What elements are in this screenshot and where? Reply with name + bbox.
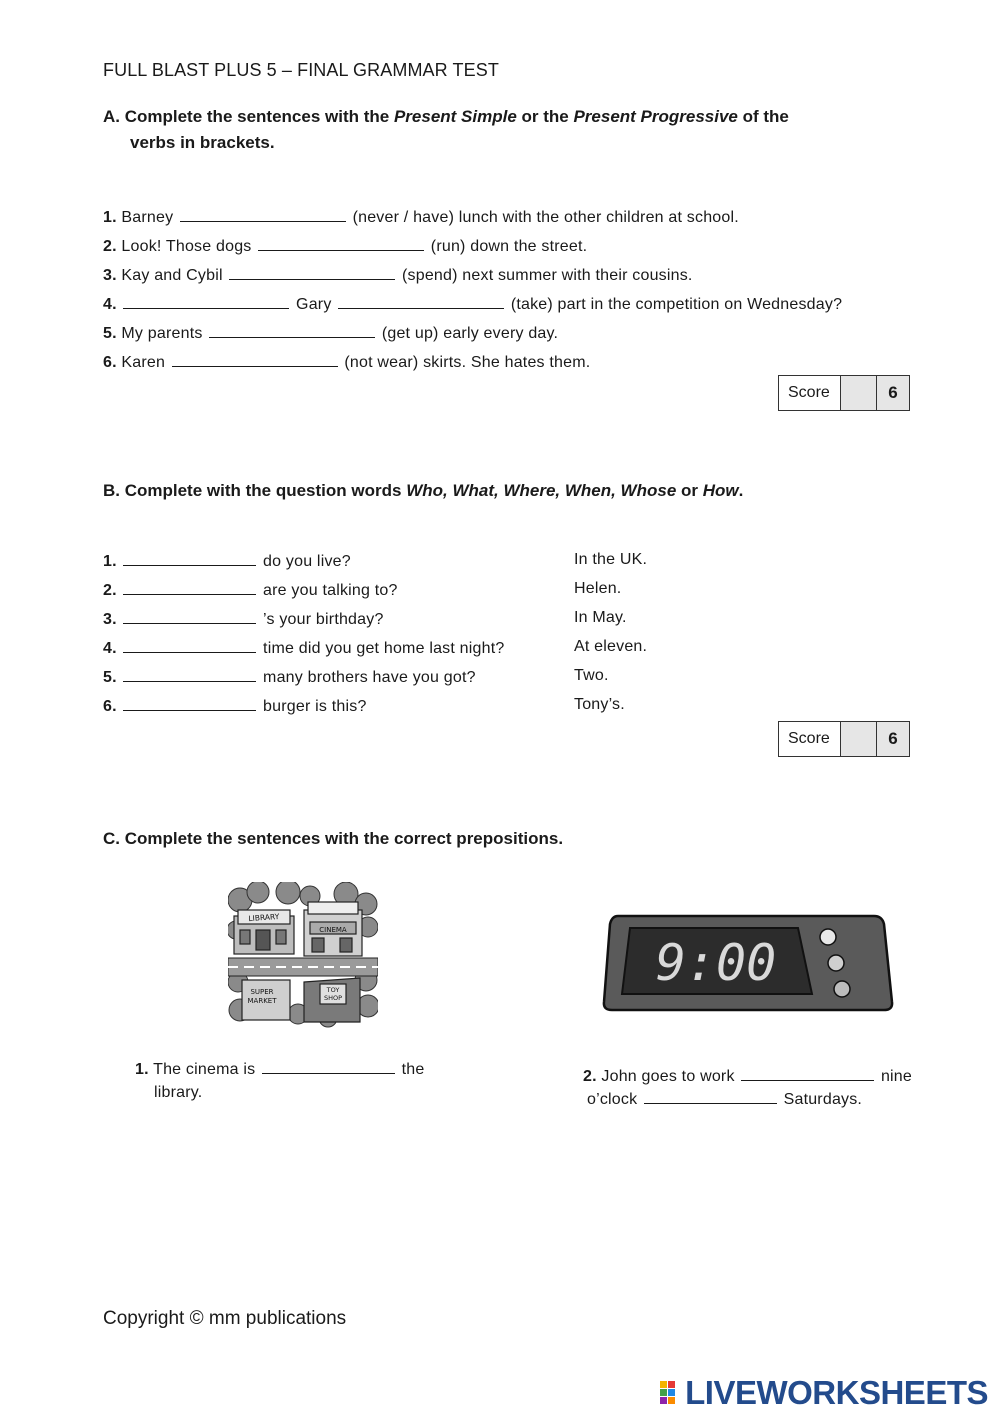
score-box-b — [778, 721, 910, 757]
exercise-a-item-1: 1. Barney (never / have) lunch with the other children at school. — [103, 209, 739, 226]
section-b-title: B. Complete with the question words Who, What, Where, When, Whose or How. — [103, 481, 744, 500]
score-label: Score — [779, 722, 841, 756]
answer-b3: In May. — [574, 609, 627, 626]
answer-blank-b3[interactable] — [123, 609, 256, 624]
liveworksheets-brand: LIVEWORKSHEETS — [685, 1374, 988, 1411]
answer-b2: Helen. — [574, 580, 622, 597]
answer-blank-a4a[interactable] — [123, 294, 289, 309]
exercise-c-item-2: 2. John goes to work nine — [583, 1068, 912, 1085]
worksheet-title: FULL BLAST PLUS 5 – FINAL GRAMMAR TEST — [103, 60, 499, 80]
answer-blank-c1[interactable] — [262, 1059, 395, 1074]
answer-blank-b2[interactable] — [123, 580, 256, 595]
liveworksheets-logo-icon — [659, 1380, 685, 1406]
score-input — [841, 722, 877, 756]
answer-blank-b6[interactable] — [123, 696, 256, 711]
exercise-c-item-1: 1. The cinema is the — [135, 1061, 425, 1078]
digital-clock-illustration — [600, 912, 894, 1016]
score-max: 6 — [877, 722, 909, 756]
answer-b5: Two. — [574, 667, 609, 684]
exercise-b-item-2: 2. are you talking to? — [103, 582, 398, 599]
score-max: 6 — [877, 376, 909, 410]
supermarket-sign-top: SUPER — [250, 988, 274, 996]
clock-display: 9:00 — [655, 934, 777, 992]
answer-blank-a2[interactable] — [258, 236, 424, 251]
supermarket-sign-bottom: MARKET — [247, 997, 277, 1005]
score-label: Score — [779, 376, 841, 410]
answer-blank-a3[interactable] — [229, 265, 395, 280]
score-input — [841, 376, 877, 410]
exercise-a-item-5: 5. My parents (get up) early every day. — [103, 325, 559, 342]
answer-blank-a1[interactable] — [180, 207, 346, 222]
answer-blank-a6[interactable] — [172, 352, 338, 367]
score-box-a — [778, 375, 910, 411]
exercise-c-item-1-line2: library. — [154, 1084, 203, 1101]
answer-blank-c2a[interactable] — [741, 1066, 874, 1081]
answer-blank-b5[interactable] — [123, 667, 256, 682]
section-a-title: A. Complete the sentences with the Present Simple or the Present Progressive of the verbs in brackets. — [103, 107, 789, 152]
exercise-b-item-5: 5. many brothers have you got? — [103, 669, 476, 686]
answer-blank-b4[interactable] — [123, 638, 256, 653]
answer-blank-a4b[interactable] — [338, 294, 504, 309]
exercise-a-item-2: 2. Look! Those dogs (run) down the street. — [103, 238, 588, 255]
copyright-notice: Copyright © mm publications — [103, 1308, 347, 1329]
toy-shop-sign-top: TOY — [326, 986, 340, 994]
exercise-b-item-1: 1. do you live? — [103, 553, 351, 570]
answer-blank-a5[interactable] — [209, 323, 375, 338]
exercise-b-item-3: 3. ’s your birthday? — [103, 611, 384, 628]
answer-b1: In the UK. — [574, 551, 648, 568]
answer-b6: Tony’s. — [574, 696, 625, 713]
exercise-a-item-3: 3. Kay and Cybil (spend) next summer with their cousins. — [103, 267, 693, 284]
section-c-title: C. Complete the sentences with the correct prepositions. — [103, 829, 564, 848]
exercise-a-item-6: 6. Karen (not wear) skirts. She hates them. — [103, 354, 591, 371]
library-sign: LIBRARY — [248, 911, 280, 924]
cinema-sign: CINEMA — [319, 926, 347, 934]
exercise-b-item-6: 6. burger is this? — [103, 698, 367, 715]
liveworksheets-logo[interactable] — [659, 1374, 988, 1412]
exercise-a-item-4: 4. Gary (take) part in the competition on Wednesday? — [103, 296, 843, 313]
exercise-b-item-4: 4. time did you get home last night? — [103, 640, 505, 657]
answer-b4: At eleven. — [574, 638, 648, 655]
toy-shop-sign-bottom: SHOP — [323, 994, 343, 1002]
answer-blank-c2b[interactable] — [644, 1089, 777, 1104]
exercise-c-item-2-line2: o’clock Saturdays. — [587, 1091, 863, 1108]
answer-blank-b1[interactable] — [123, 551, 256, 566]
street-map-illustration — [228, 882, 378, 1030]
